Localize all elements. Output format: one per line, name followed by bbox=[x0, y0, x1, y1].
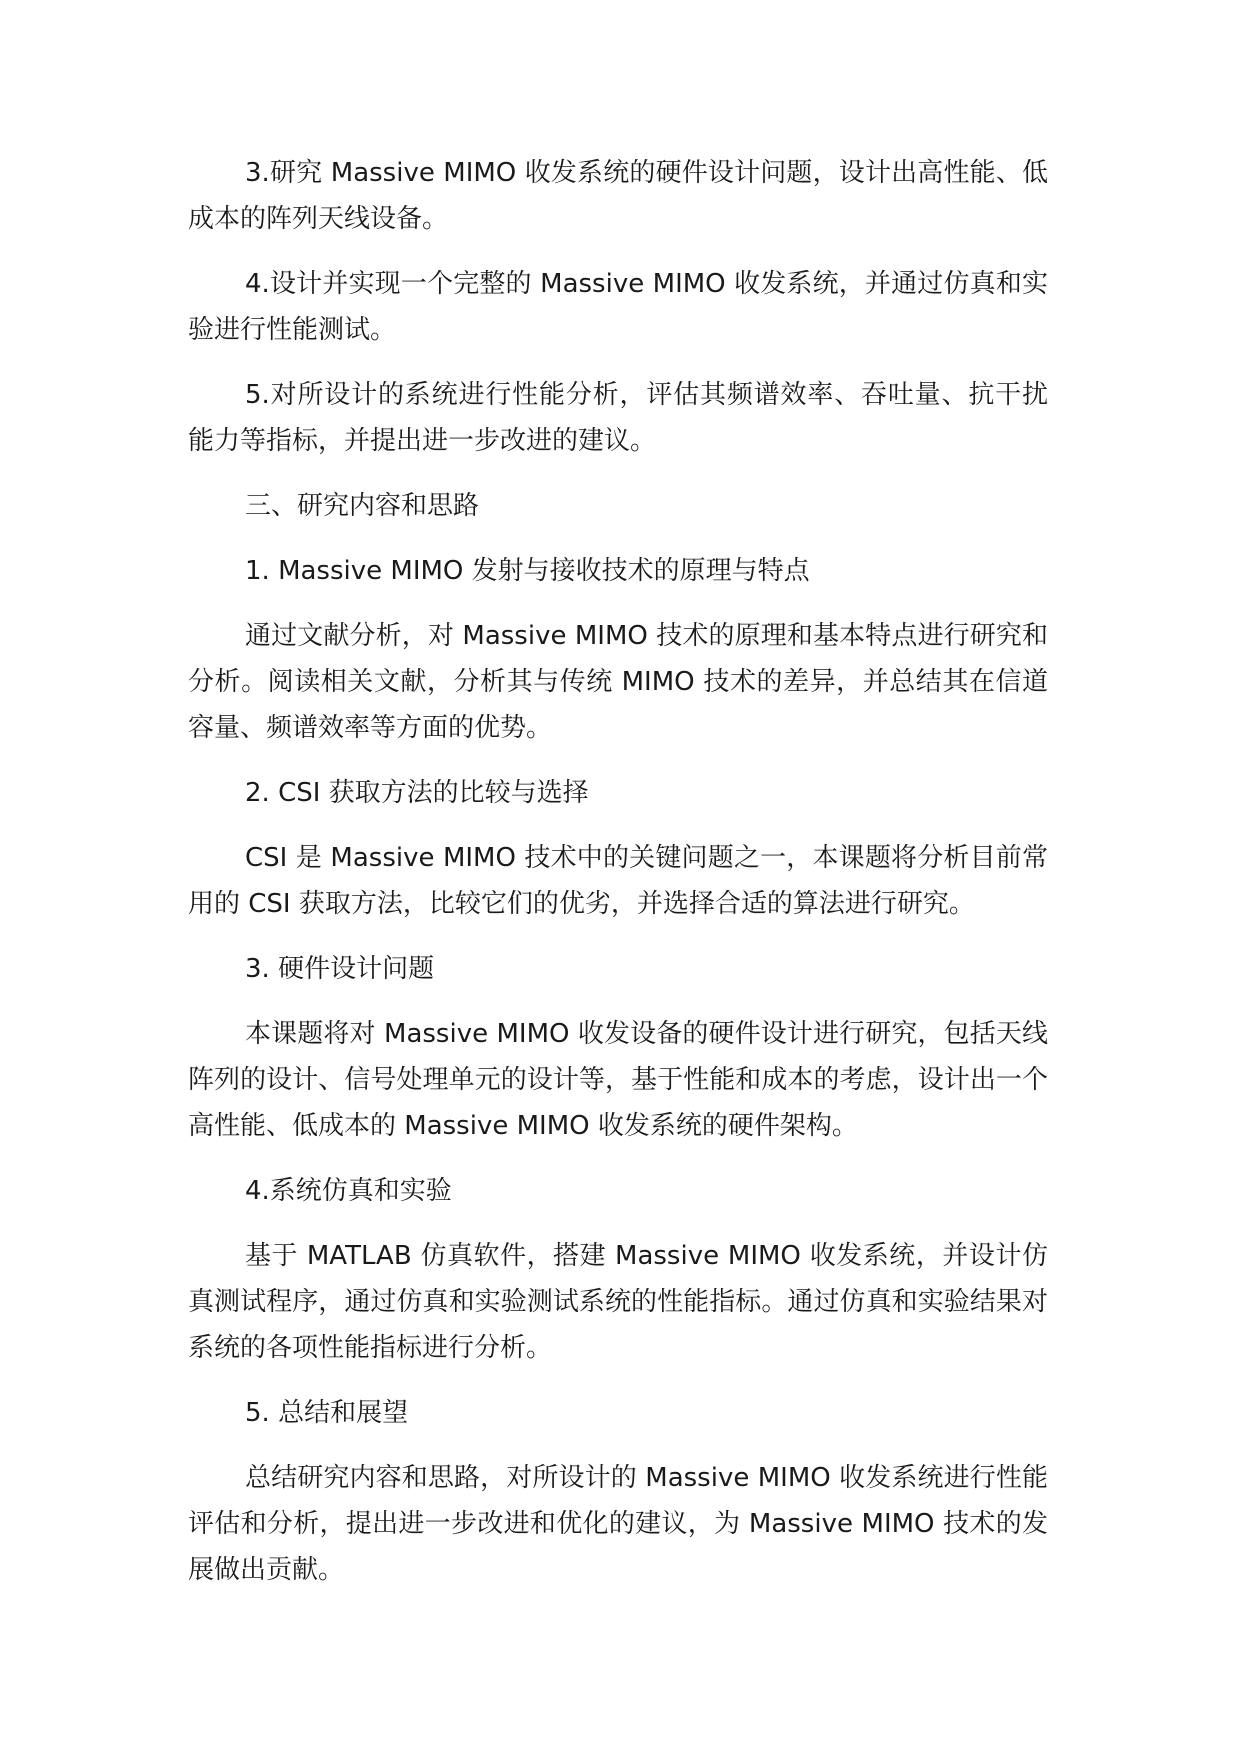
subheading-principles: 1. Massive MIMO 发射与接收技术的原理与特点 bbox=[245, 556, 810, 586]
paragraph-objective-5: 5.对所设计的系统进行性能分析，评估其频谱效率、吞吐量、抗干扰能力等指标，并提出进一步改进的建议。 bbox=[188, 380, 1048, 456]
paragraph-objective-4: 4.设计并实现一个完整的 Massive MIMO 收发系统，并通过仿真和实验进行性能测试。 bbox=[188, 269, 1048, 345]
section-heading-research-content: 三、研究内容和思路 bbox=[245, 491, 480, 521]
document-body bbox=[188, 150, 1048, 1612]
paragraph-simulation: 基于 MATLAB 仿真软件，搭建 Massive MIMO 收发系统，并设计仿真测试程序，通过仿真和实验测试系统的性能指标。通过仿真和实验结果对系统的各项性能指标进行分析。 bbox=[188, 1241, 1048, 1363]
subheading-csi: 2. CSI 获取方法的比较与选择 bbox=[245, 778, 589, 808]
paragraph-summary: 总结研究内容和思路，对所设计的 Massive MIMO 收发系统进行性能评估和分析，提出进一步改进和优化的建议，为 Massive MIMO 技术的发展做出贡献。 bbox=[188, 1463, 1048, 1585]
subheading-hardware: 3. 硬件设计问题 bbox=[245, 954, 435, 984]
paragraph-objective-3: 3.研究 Massive MIMO 收发系统的硬件设计问题，设计出高性能、低成本的阵列天线设备。 bbox=[188, 158, 1048, 234]
subheading-summary: 5. 总结和展望 bbox=[245, 1398, 409, 1428]
paragraph-principles: 通过文献分析，对 Massive MIMO 技术的原理和基本特点进行研究和分析。阅读相关文献，分析其与传统 MIMO 技术的差异，并总结其在信道容量、频谱效率等方面的优势。 bbox=[188, 621, 1048, 743]
subheading-simulation: 4.系统仿真和实验 bbox=[245, 1176, 452, 1206]
paragraph-hardware: 本课题将对 Massive MIMO 收发设备的硬件设计进行研究，包括天线阵列的设计、信号处理单元的设计等，基于性能和成本的考虑，设计出一个高性能、低成本的 Massive MIMO 收发系统的硬件架构。 bbox=[188, 1019, 1048, 1141]
paragraph-csi: CSI 是 Massive MIMO 技术中的关键问题之一，本课题将分析目前常用的 CSI 获取方法，比较它们的优劣，并选择合适的算法进行研究。 bbox=[188, 843, 1048, 919]
